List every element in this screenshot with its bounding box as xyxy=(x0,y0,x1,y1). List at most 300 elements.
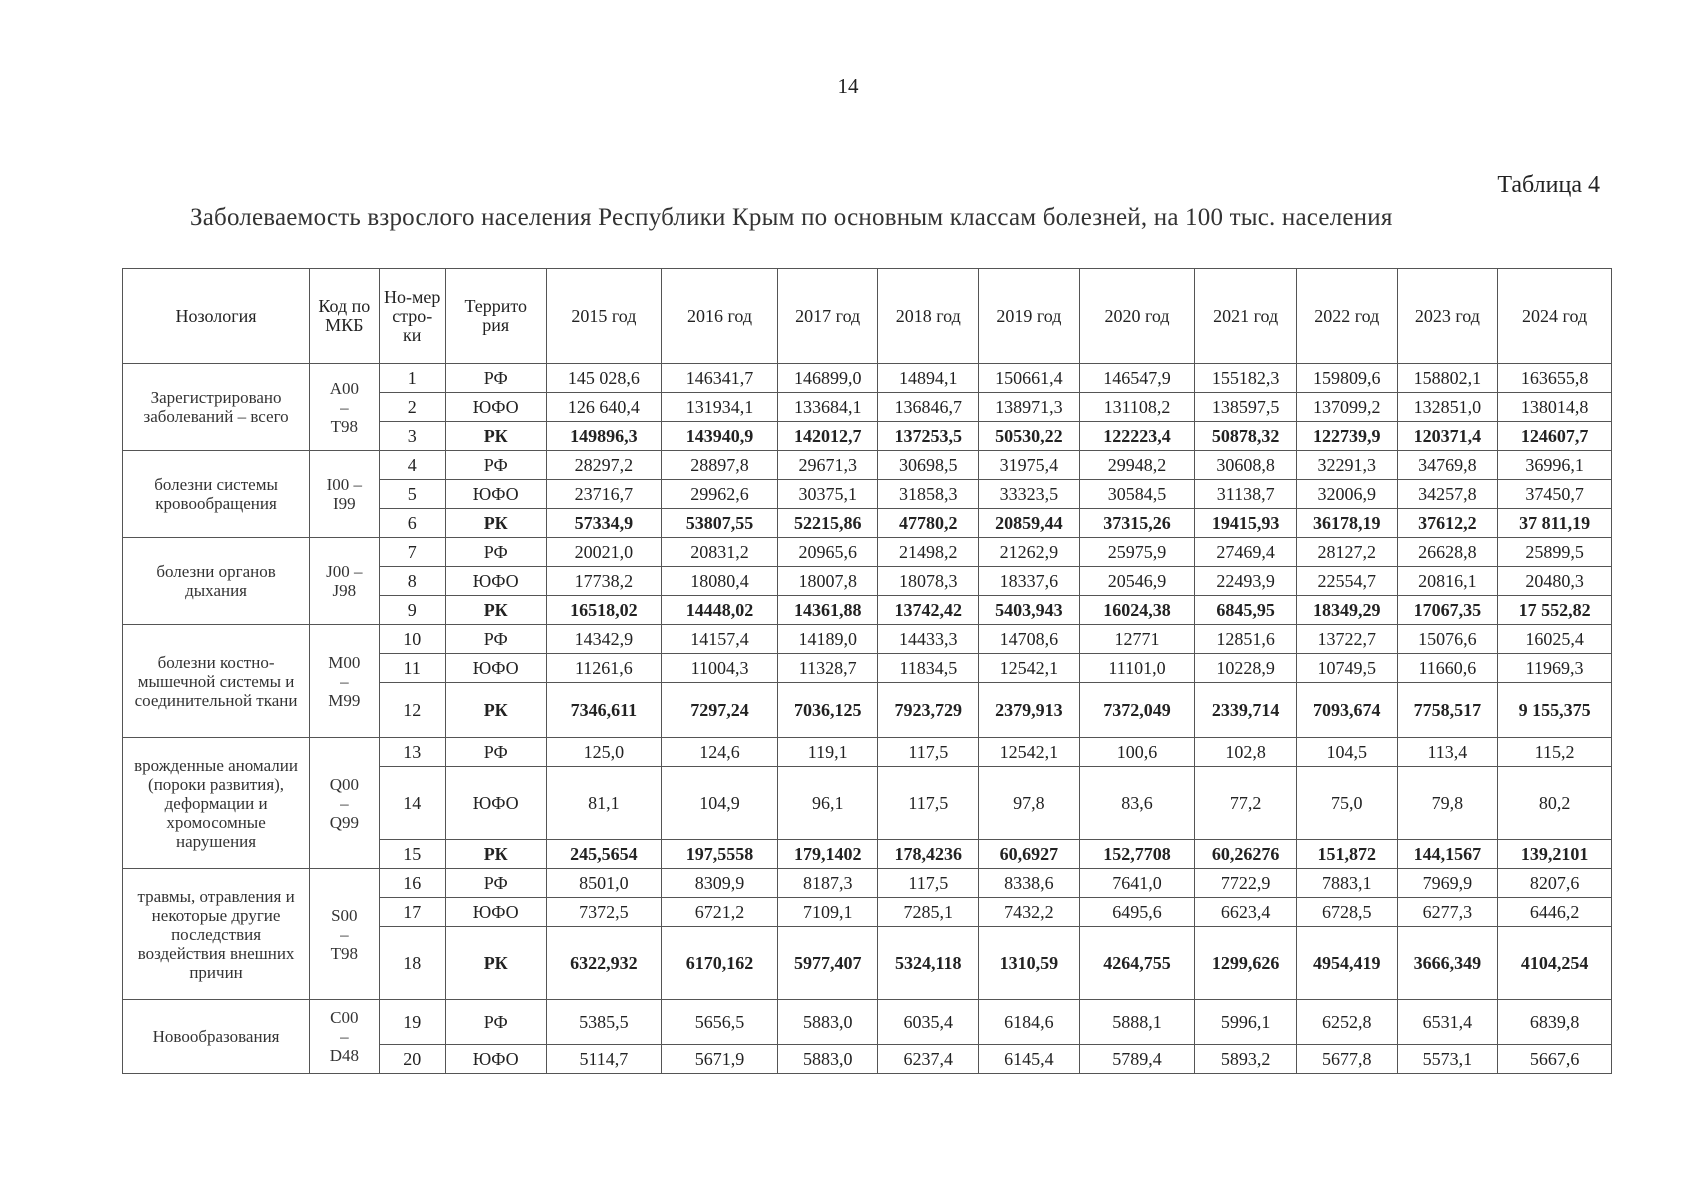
row-number-cell: 14 xyxy=(379,767,445,840)
table-row xyxy=(123,1000,1612,1045)
value-cell: 158802,1 xyxy=(1397,364,1498,393)
value-cell: 14157,4 xyxy=(662,625,778,654)
value-cell: 7093,674 xyxy=(1296,683,1397,738)
value-cell: 79,8 xyxy=(1397,767,1498,840)
value-cell: 7923,729 xyxy=(878,683,979,738)
row-number-cell: 6 xyxy=(379,509,445,538)
value-cell: 11261,6 xyxy=(546,654,662,683)
value-cell: 30584,5 xyxy=(1079,480,1195,509)
value-cell: 5883,0 xyxy=(777,1045,878,1074)
value-cell: 178,4236 xyxy=(878,840,979,869)
territory-cell: РФ xyxy=(445,538,546,567)
nosology-cell: болезни системы кровообращения xyxy=(123,451,310,538)
value-cell: 5677,8 xyxy=(1296,1045,1397,1074)
territory-cell: ЮФО xyxy=(445,1045,546,1074)
value-cell: 117,5 xyxy=(878,738,979,767)
value-cell: 37450,7 xyxy=(1498,480,1612,509)
value-cell: 80,2 xyxy=(1498,767,1612,840)
value-cell: 5888,1 xyxy=(1079,1000,1195,1045)
value-cell: 131934,1 xyxy=(662,393,778,422)
value-cell: 5324,118 xyxy=(878,927,979,1000)
icd-code-part: J00 – xyxy=(326,562,363,581)
value-cell: 151,872 xyxy=(1296,840,1397,869)
value-cell: 117,5 xyxy=(878,869,979,898)
value-cell: 14361,88 xyxy=(777,596,878,625)
value-cell: 8501,0 xyxy=(546,869,662,898)
row-number-cell: 1 xyxy=(379,364,445,393)
value-cell: 17 552,82 xyxy=(1498,596,1612,625)
value-cell: 4954,419 xyxy=(1296,927,1397,1000)
value-cell: 21498,2 xyxy=(878,538,979,567)
header-year: 2017 год xyxy=(777,269,878,364)
row-number-cell: 7 xyxy=(379,538,445,567)
value-cell: 34769,8 xyxy=(1397,451,1498,480)
value-cell: 30698,5 xyxy=(878,451,979,480)
value-cell: 12542,1 xyxy=(979,654,1080,683)
value-cell: 6495,6 xyxy=(1079,898,1195,927)
value-cell: 7372,049 xyxy=(1079,683,1195,738)
territory-cell: ЮФО xyxy=(445,393,546,422)
icd-code-part: Q00 xyxy=(329,774,359,794)
value-cell: 11328,7 xyxy=(777,654,878,683)
value-cell: 113,4 xyxy=(1397,738,1498,767)
value-cell: 60,26276 xyxy=(1195,840,1297,869)
value-cell: 6721,2 xyxy=(662,898,778,927)
value-cell: 60,6927 xyxy=(979,840,1080,869)
value-cell: 37612,2 xyxy=(1397,509,1498,538)
value-cell: 18080,4 xyxy=(662,567,778,596)
value-cell: 6277,3 xyxy=(1397,898,1498,927)
value-cell: 124,6 xyxy=(662,738,778,767)
value-cell: 7109,1 xyxy=(777,898,878,927)
value-cell: 179,1402 xyxy=(777,840,878,869)
value-cell: 145 028,6 xyxy=(546,364,662,393)
territory-cell: ЮФО xyxy=(445,767,546,840)
header-year: 2021 год xyxy=(1195,269,1297,364)
header-year: 2019 год xyxy=(979,269,1080,364)
territory-cell: РК xyxy=(445,596,546,625)
value-cell: 50530,22 xyxy=(979,422,1080,451)
value-cell: 14342,9 xyxy=(546,625,662,654)
table-row xyxy=(123,738,1612,767)
value-cell: 16025,4 xyxy=(1498,625,1612,654)
value-cell: 5883,0 xyxy=(777,1000,878,1045)
value-cell: 5403,943 xyxy=(979,596,1080,625)
value-cell: 6728,5 xyxy=(1296,898,1397,927)
value-cell: 131108,2 xyxy=(1079,393,1195,422)
table-row xyxy=(123,538,1612,567)
header-nosology: Нозология xyxy=(123,269,310,364)
icd-code-cell xyxy=(310,869,379,1000)
table-row xyxy=(123,625,1612,654)
icd-code-cell xyxy=(310,538,379,625)
value-cell: 7372,5 xyxy=(546,898,662,927)
value-cell: 197,5558 xyxy=(662,840,778,869)
value-cell: 120371,4 xyxy=(1397,422,1498,451)
territory-cell: РФ xyxy=(445,738,546,767)
icd-code-part: D48 xyxy=(329,1046,359,1065)
value-cell: 104,5 xyxy=(1296,738,1397,767)
value-cell: 12542,1 xyxy=(979,738,1080,767)
value-cell: 4264,755 xyxy=(1079,927,1195,1000)
value-cell: 13742,42 xyxy=(878,596,979,625)
value-cell: 20480,3 xyxy=(1498,567,1612,596)
icd-code-part: M00 xyxy=(328,652,361,672)
header-year: 2015 год xyxy=(546,269,662,364)
value-cell: 7722,9 xyxy=(1195,869,1297,898)
territory-cell: ЮФО xyxy=(445,567,546,596)
value-cell: 8309,9 xyxy=(662,869,778,898)
value-cell: 31975,4 xyxy=(979,451,1080,480)
row-number-cell: 3 xyxy=(379,422,445,451)
value-cell: 29948,2 xyxy=(1079,451,1195,480)
value-cell: 14708,6 xyxy=(979,625,1080,654)
value-cell: 22493,9 xyxy=(1195,567,1297,596)
header-year: 2020 год xyxy=(1079,269,1195,364)
value-cell: 75,0 xyxy=(1296,767,1397,840)
header-code: Код по МКБ xyxy=(310,269,379,364)
value-cell: 20816,1 xyxy=(1397,567,1498,596)
table-body xyxy=(123,364,1612,1074)
icd-code-part: Q99 xyxy=(329,812,359,832)
value-cell: 1310,59 xyxy=(979,927,1080,1000)
icd-code-part: I00 – xyxy=(326,475,363,494)
icd-code-part: – xyxy=(340,671,349,691)
value-cell: 7883,1 xyxy=(1296,869,1397,898)
value-cell: 18337,6 xyxy=(979,567,1080,596)
icd-code-part: – xyxy=(340,1027,349,1046)
value-cell: 31858,3 xyxy=(878,480,979,509)
value-cell: 53807,55 xyxy=(662,509,778,538)
value-cell: 125,0 xyxy=(546,738,662,767)
value-cell: 7346,611 xyxy=(546,683,662,738)
value-cell: 7758,517 xyxy=(1397,683,1498,738)
territory-cell: РФ xyxy=(445,451,546,480)
value-cell: 18349,29 xyxy=(1296,596,1397,625)
row-number-cell: 15 xyxy=(379,840,445,869)
value-cell: 146547,9 xyxy=(1079,364,1195,393)
value-cell: 30375,1 xyxy=(777,480,878,509)
value-cell: 143940,9 xyxy=(662,422,778,451)
row-number-cell: 10 xyxy=(379,625,445,654)
value-cell: 96,1 xyxy=(777,767,878,840)
icd-code-part: C00 xyxy=(330,1008,359,1027)
value-cell: 16024,38 xyxy=(1079,596,1195,625)
icd-code-cell xyxy=(310,625,379,738)
value-cell: 10228,9 xyxy=(1195,654,1297,683)
icd-code-part: – xyxy=(340,924,349,944)
value-cell: 14189,0 xyxy=(777,625,878,654)
row-number-cell: 9 xyxy=(379,596,445,625)
value-cell: 2379,913 xyxy=(979,683,1080,738)
territory-cell: РФ xyxy=(445,869,546,898)
value-cell: 5667,6 xyxy=(1498,1045,1612,1074)
value-cell: 33323,5 xyxy=(979,480,1080,509)
value-cell: 81,1 xyxy=(546,767,662,840)
table-row xyxy=(123,869,1612,898)
value-cell: 5656,5 xyxy=(662,1000,778,1045)
value-cell: 155182,3 xyxy=(1195,364,1297,393)
value-cell: 28897,8 xyxy=(662,451,778,480)
icd-code-cell xyxy=(310,1000,379,1074)
value-cell: 2339,714 xyxy=(1195,683,1297,738)
header-year: 2024 год xyxy=(1498,269,1612,364)
territory-cell: РК xyxy=(445,927,546,1000)
value-cell: 102,8 xyxy=(1195,738,1297,767)
icd-code-part: А00 xyxy=(329,378,359,398)
value-cell: 1299,626 xyxy=(1195,927,1297,1000)
value-cell: 11660,6 xyxy=(1397,654,1498,683)
value-cell: 138014,8 xyxy=(1498,393,1612,422)
row-number-cell: 5 xyxy=(379,480,445,509)
icd-code-part: – xyxy=(340,397,349,417)
value-cell: 136846,7 xyxy=(878,393,979,422)
value-cell: 6184,6 xyxy=(979,1000,1080,1045)
icd-code-part: – xyxy=(340,793,349,813)
row-number-cell: 16 xyxy=(379,869,445,898)
table-title: Заболеваемость взрослого населения Республики Крым по основным классам болезней, на 100 тыс. населения xyxy=(190,204,1393,231)
value-cell: 163655,8 xyxy=(1498,364,1612,393)
value-cell: 15076,6 xyxy=(1397,625,1498,654)
value-cell: 31138,7 xyxy=(1195,480,1297,509)
morbidity-table xyxy=(122,268,1612,1074)
value-cell: 7432,2 xyxy=(979,898,1080,927)
icd-code-part: M99 xyxy=(328,690,361,710)
icd-code-part: Т98 xyxy=(330,416,359,436)
value-cell: 5789,4 xyxy=(1079,1045,1195,1074)
value-cell: 3666,349 xyxy=(1397,927,1498,1000)
value-cell: 4104,254 xyxy=(1498,927,1612,1000)
value-cell: 122223,4 xyxy=(1079,422,1195,451)
value-cell: 30608,8 xyxy=(1195,451,1297,480)
value-cell: 20965,6 xyxy=(777,538,878,567)
value-cell: 36996,1 xyxy=(1498,451,1612,480)
value-cell: 11101,0 xyxy=(1079,654,1195,683)
value-cell: 8187,3 xyxy=(777,869,878,898)
value-cell: 144,1567 xyxy=(1397,840,1498,869)
value-cell: 23716,7 xyxy=(546,480,662,509)
icd-code-cell xyxy=(310,364,379,451)
value-cell: 5114,7 xyxy=(546,1045,662,1074)
value-cell: 20859,44 xyxy=(979,509,1080,538)
value-cell: 5893,2 xyxy=(1195,1045,1297,1074)
value-cell: 29671,3 xyxy=(777,451,878,480)
value-cell: 27469,4 xyxy=(1195,538,1297,567)
row-number-cell: 17 xyxy=(379,898,445,927)
value-cell: 152,7708 xyxy=(1079,840,1195,869)
row-number-cell: 20 xyxy=(379,1045,445,1074)
value-cell: 6170,162 xyxy=(662,927,778,1000)
nosology-cell: болезни костно-мышечной системы и соединительной ткани xyxy=(123,625,310,738)
value-cell: 57334,9 xyxy=(546,509,662,538)
value-cell: 5573,1 xyxy=(1397,1045,1498,1074)
icd-code-part: J98 xyxy=(332,581,357,600)
icd-code-part: T98 xyxy=(330,943,359,963)
value-cell: 159809,6 xyxy=(1296,364,1397,393)
value-cell: 7036,125 xyxy=(777,683,878,738)
value-cell: 8338,6 xyxy=(979,869,1080,898)
nosology-cell: Новообразования xyxy=(123,1000,310,1074)
value-cell: 5385,5 xyxy=(546,1000,662,1045)
value-cell: 77,2 xyxy=(1195,767,1297,840)
icd-code-part: S00 xyxy=(331,905,358,925)
value-cell: 25975,9 xyxy=(1079,538,1195,567)
value-cell: 25899,5 xyxy=(1498,538,1612,567)
value-cell: 133684,1 xyxy=(777,393,878,422)
row-number-cell: 13 xyxy=(379,738,445,767)
value-cell: 7297,24 xyxy=(662,683,778,738)
value-cell: 132851,0 xyxy=(1397,393,1498,422)
page-number: 14 xyxy=(837,74,859,98)
value-cell: 6035,4 xyxy=(878,1000,979,1045)
territory-cell: ЮФО xyxy=(445,480,546,509)
value-cell: 26628,8 xyxy=(1397,538,1498,567)
value-cell: 7641,0 xyxy=(1079,869,1195,898)
icd-code-part: I99 xyxy=(332,494,356,513)
value-cell: 17738,2 xyxy=(546,567,662,596)
row-number-cell: 4 xyxy=(379,451,445,480)
value-cell: 37 811,19 xyxy=(1498,509,1612,538)
value-cell: 150661,4 xyxy=(979,364,1080,393)
value-cell: 10749,5 xyxy=(1296,654,1397,683)
icd-code-cell xyxy=(310,451,379,538)
value-cell: 142012,7 xyxy=(777,422,878,451)
value-cell: 100,6 xyxy=(1079,738,1195,767)
table-label: Таблица 4 xyxy=(1497,172,1600,198)
value-cell: 117,5 xyxy=(878,767,979,840)
value-cell: 11969,3 xyxy=(1498,654,1612,683)
value-cell: 34257,8 xyxy=(1397,480,1498,509)
row-number-cell: 11 xyxy=(379,654,445,683)
value-cell: 126 640,4 xyxy=(546,393,662,422)
nosology-cell: травмы, отравления и некоторые другие последствия воздействия внешних причин xyxy=(123,869,310,1000)
value-cell: 36178,19 xyxy=(1296,509,1397,538)
value-cell: 245,5654 xyxy=(546,840,662,869)
value-cell: 6531,4 xyxy=(1397,1000,1498,1045)
row-number-cell: 19 xyxy=(379,1000,445,1045)
value-cell: 16518,02 xyxy=(546,596,662,625)
value-cell: 6145,4 xyxy=(979,1045,1080,1074)
nosology-cell: Зарегистрировано заболеваний – всего xyxy=(123,364,310,451)
value-cell: 47780,2 xyxy=(878,509,979,538)
row-number-cell: 8 xyxy=(379,567,445,596)
value-cell: 8207,6 xyxy=(1498,869,1612,898)
value-cell: 115,2 xyxy=(1498,738,1612,767)
value-cell: 29962,6 xyxy=(662,480,778,509)
value-cell: 6623,4 xyxy=(1195,898,1297,927)
nosology-cell: болезни органов дыхания xyxy=(123,538,310,625)
territory-cell: ЮФО xyxy=(445,898,546,927)
territory-cell: РК xyxy=(445,840,546,869)
header-year: 2023 год xyxy=(1397,269,1498,364)
value-cell: 20831,2 xyxy=(662,538,778,567)
value-cell: 12851,6 xyxy=(1195,625,1297,654)
value-cell: 83,6 xyxy=(1079,767,1195,840)
value-cell: 37315,26 xyxy=(1079,509,1195,538)
value-cell: 6845,95 xyxy=(1195,596,1297,625)
territory-cell: РФ xyxy=(445,1000,546,1045)
value-cell: 13722,7 xyxy=(1296,625,1397,654)
value-cell: 104,9 xyxy=(662,767,778,840)
value-cell: 146341,7 xyxy=(662,364,778,393)
value-cell: 5671,9 xyxy=(662,1045,778,1074)
header-year: 2018 год xyxy=(878,269,979,364)
value-cell: 139,2101 xyxy=(1498,840,1612,869)
value-cell: 32006,9 xyxy=(1296,480,1397,509)
territory-cell: РФ xyxy=(445,364,546,393)
value-cell: 28297,2 xyxy=(546,451,662,480)
territory-cell: РК xyxy=(445,422,546,451)
value-cell: 146899,0 xyxy=(777,364,878,393)
value-cell: 138597,5 xyxy=(1195,393,1297,422)
value-cell: 6237,4 xyxy=(878,1045,979,1074)
row-number-cell: 12 xyxy=(379,683,445,738)
value-cell: 7969,9 xyxy=(1397,869,1498,898)
table-row xyxy=(123,364,1612,393)
value-cell: 137099,2 xyxy=(1296,393,1397,422)
value-cell: 20021,0 xyxy=(546,538,662,567)
header-territory: Террито рия xyxy=(445,269,546,364)
value-cell: 14448,02 xyxy=(662,596,778,625)
value-cell: 6446,2 xyxy=(1498,898,1612,927)
value-cell: 11834,5 xyxy=(878,654,979,683)
value-cell: 19415,93 xyxy=(1195,509,1297,538)
territory-cell: ЮФО xyxy=(445,654,546,683)
value-cell: 5977,407 xyxy=(777,927,878,1000)
header-year: 2016 год xyxy=(662,269,778,364)
value-cell: 21262,9 xyxy=(979,538,1080,567)
header-row-number: Но-мер стро-ки xyxy=(379,269,445,364)
value-cell: 124607,7 xyxy=(1498,422,1612,451)
header-row xyxy=(123,269,1612,364)
value-cell: 137253,5 xyxy=(878,422,979,451)
icd-code-cell xyxy=(310,738,379,869)
value-cell: 149896,3 xyxy=(546,422,662,451)
value-cell: 18007,8 xyxy=(777,567,878,596)
row-number-cell: 18 xyxy=(379,927,445,1000)
table-row xyxy=(123,451,1612,480)
nosology-cell: врожденные аномалии (пороки развития), деформации и хромосомные нарушения xyxy=(123,738,310,869)
territory-cell: РФ xyxy=(445,625,546,654)
value-cell: 5996,1 xyxy=(1195,1000,1297,1045)
row-number-cell: 2 xyxy=(379,393,445,422)
value-cell: 6252,8 xyxy=(1296,1000,1397,1045)
value-cell: 20546,9 xyxy=(1079,567,1195,596)
value-cell: 32291,3 xyxy=(1296,451,1397,480)
value-cell: 6322,932 xyxy=(546,927,662,1000)
value-cell: 9 155,375 xyxy=(1498,683,1612,738)
value-cell: 11004,3 xyxy=(662,654,778,683)
value-cell: 18078,3 xyxy=(878,567,979,596)
value-cell: 14894,1 xyxy=(878,364,979,393)
value-cell: 119,1 xyxy=(777,738,878,767)
value-cell: 138971,3 xyxy=(979,393,1080,422)
value-cell: 6839,8 xyxy=(1498,1000,1612,1045)
territory-cell: РК xyxy=(445,683,546,738)
territory-cell: РК xyxy=(445,509,546,538)
value-cell: 28127,2 xyxy=(1296,538,1397,567)
value-cell: 7285,1 xyxy=(878,898,979,927)
value-cell: 17067,35 xyxy=(1397,596,1498,625)
value-cell: 97,8 xyxy=(979,767,1080,840)
value-cell: 14433,3 xyxy=(878,625,979,654)
header-year: 2022 год xyxy=(1296,269,1397,364)
value-cell: 22554,7 xyxy=(1296,567,1397,596)
value-cell: 50878,32 xyxy=(1195,422,1297,451)
value-cell: 52215,86 xyxy=(777,509,878,538)
value-cell: 122739,9 xyxy=(1296,422,1397,451)
value-cell: 12771 xyxy=(1079,625,1195,654)
